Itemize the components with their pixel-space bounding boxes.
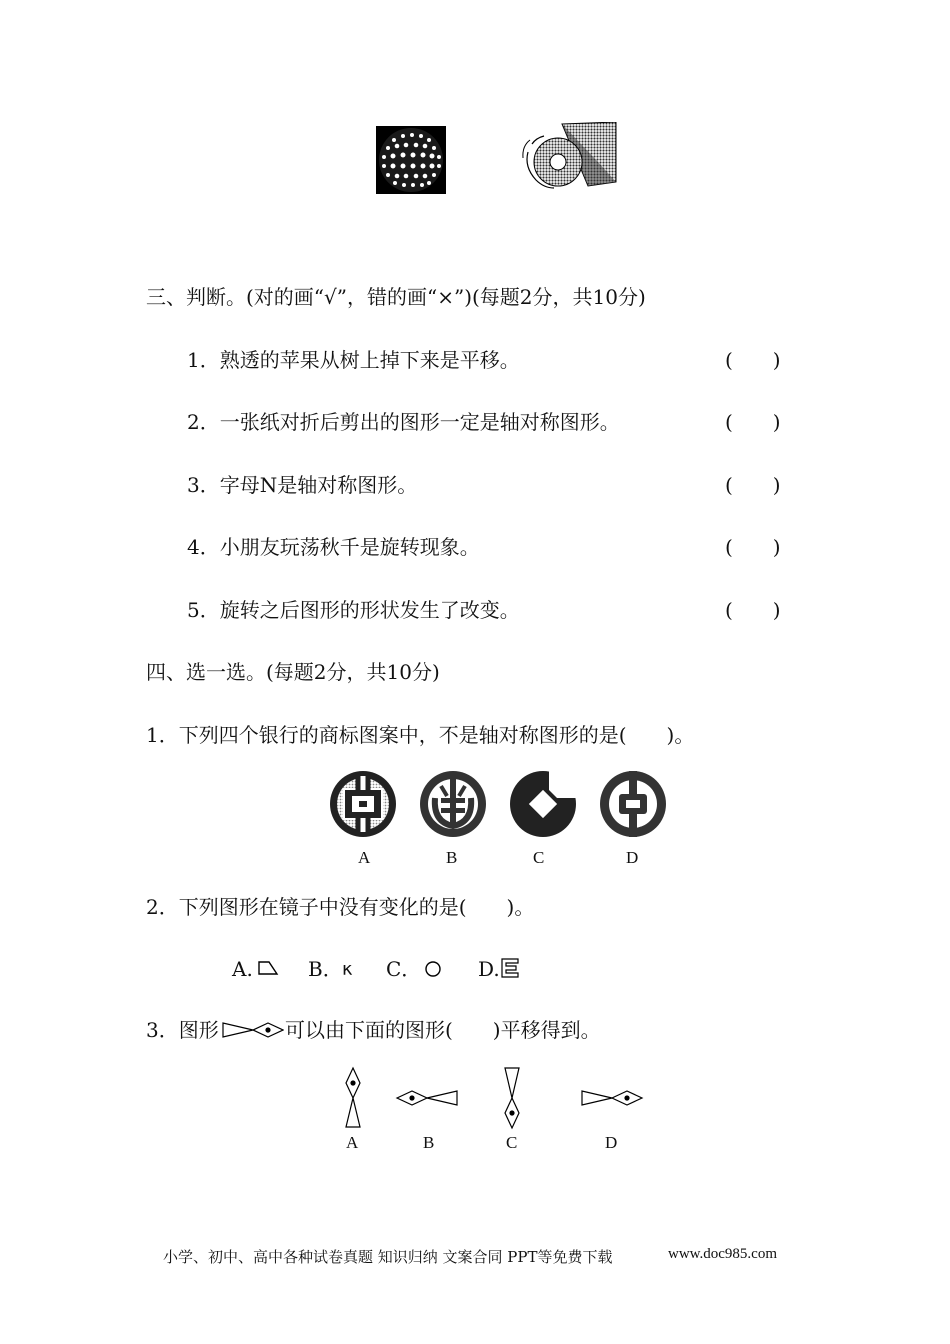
judge-answer-blank-2[interactable]: ( )	[725, 410, 781, 434]
q2-options-row	[232, 956, 532, 982]
q3-option-d-figure	[580, 1088, 644, 1108]
judge-item-2: 2．一张纸对折后剪出的图形一定是轴对称图形。	[187, 410, 620, 434]
logo-a-icbc	[330, 771, 396, 837]
judge-answer-blank-5[interactable]: ( )	[725, 598, 781, 622]
q3-option-b-figure	[395, 1088, 459, 1108]
disco-ball-image	[376, 126, 446, 194]
q3-label-b: B	[423, 1133, 435, 1152]
q1-label-d: D	[626, 848, 639, 867]
q2-option-d-label: D.	[478, 957, 500, 981]
judge-item-4: 4．小朋友玩荡秋千是旋转现象。	[187, 535, 480, 559]
footer-tagline: 小学、初中、高中各种试卷真题 知识归纳 文案合同 PPT等免费下载	[163, 1248, 613, 1266]
circle-icon	[423, 960, 443, 978]
logo-b-abc	[420, 771, 486, 837]
section4-title: 四、选一选。(每题2分，共10分)	[146, 660, 440, 684]
q2-option-b-kappa: κ	[342, 959, 353, 980]
judge-item-3: 3．字母N是轴对称图形。	[187, 473, 418, 497]
q1-label-c: C	[533, 848, 545, 867]
bowtie-target-figure	[222, 1021, 284, 1039]
choice-question-3-prefix: 3．图形	[146, 1018, 219, 1042]
q1-label-a: A	[358, 848, 371, 867]
q3-label-c: C	[506, 1133, 518, 1152]
judge-item-5: 5．旋转之后图形的形状发生了改变。	[187, 598, 520, 622]
judge-answer-blank-1[interactable]: ( )	[725, 348, 781, 372]
bank-logos-figure	[325, 768, 670, 840]
e-shape-icon	[500, 957, 522, 979]
cd-hand-image	[518, 122, 618, 196]
q3-option-a-figure	[343, 1066, 363, 1130]
q2-option-c-label: C．	[386, 957, 422, 981]
q1-label-b: B	[446, 848, 458, 867]
q3-label-a: A	[346, 1133, 359, 1152]
trapezoid-icon	[257, 960, 279, 976]
q3-label-d: D	[605, 1133, 618, 1152]
choice-question-2: 2．下列图形在镜子中没有变化的是( )。	[146, 895, 535, 919]
judge-answer-blank-4[interactable]: ( )	[725, 535, 781, 559]
choice-question-3-suffix: 可以由下面的图形( )平移得到。	[285, 1018, 601, 1042]
section3-title: 三、判断。(对的画“√”，错的画“×”)(每题2分，共10分)	[146, 285, 646, 309]
logo-d-boc	[600, 771, 666, 837]
choice-question-1: 1．下列四个银行的商标图案中，不是轴对称图形的是( )。	[146, 723, 695, 747]
logo-c-ccb	[510, 771, 576, 837]
q2-option-a-label: A.	[232, 957, 253, 981]
q2-option-b-label: B．	[308, 957, 343, 981]
judge-answer-blank-3[interactable]: ( )	[725, 473, 781, 497]
judge-item-1: 1．熟透的苹果从树上掉下来是平移。	[187, 348, 520, 372]
footer-url[interactable]: www.doc985.com	[668, 1246, 778, 1262]
q3-option-c-figure	[502, 1066, 522, 1130]
